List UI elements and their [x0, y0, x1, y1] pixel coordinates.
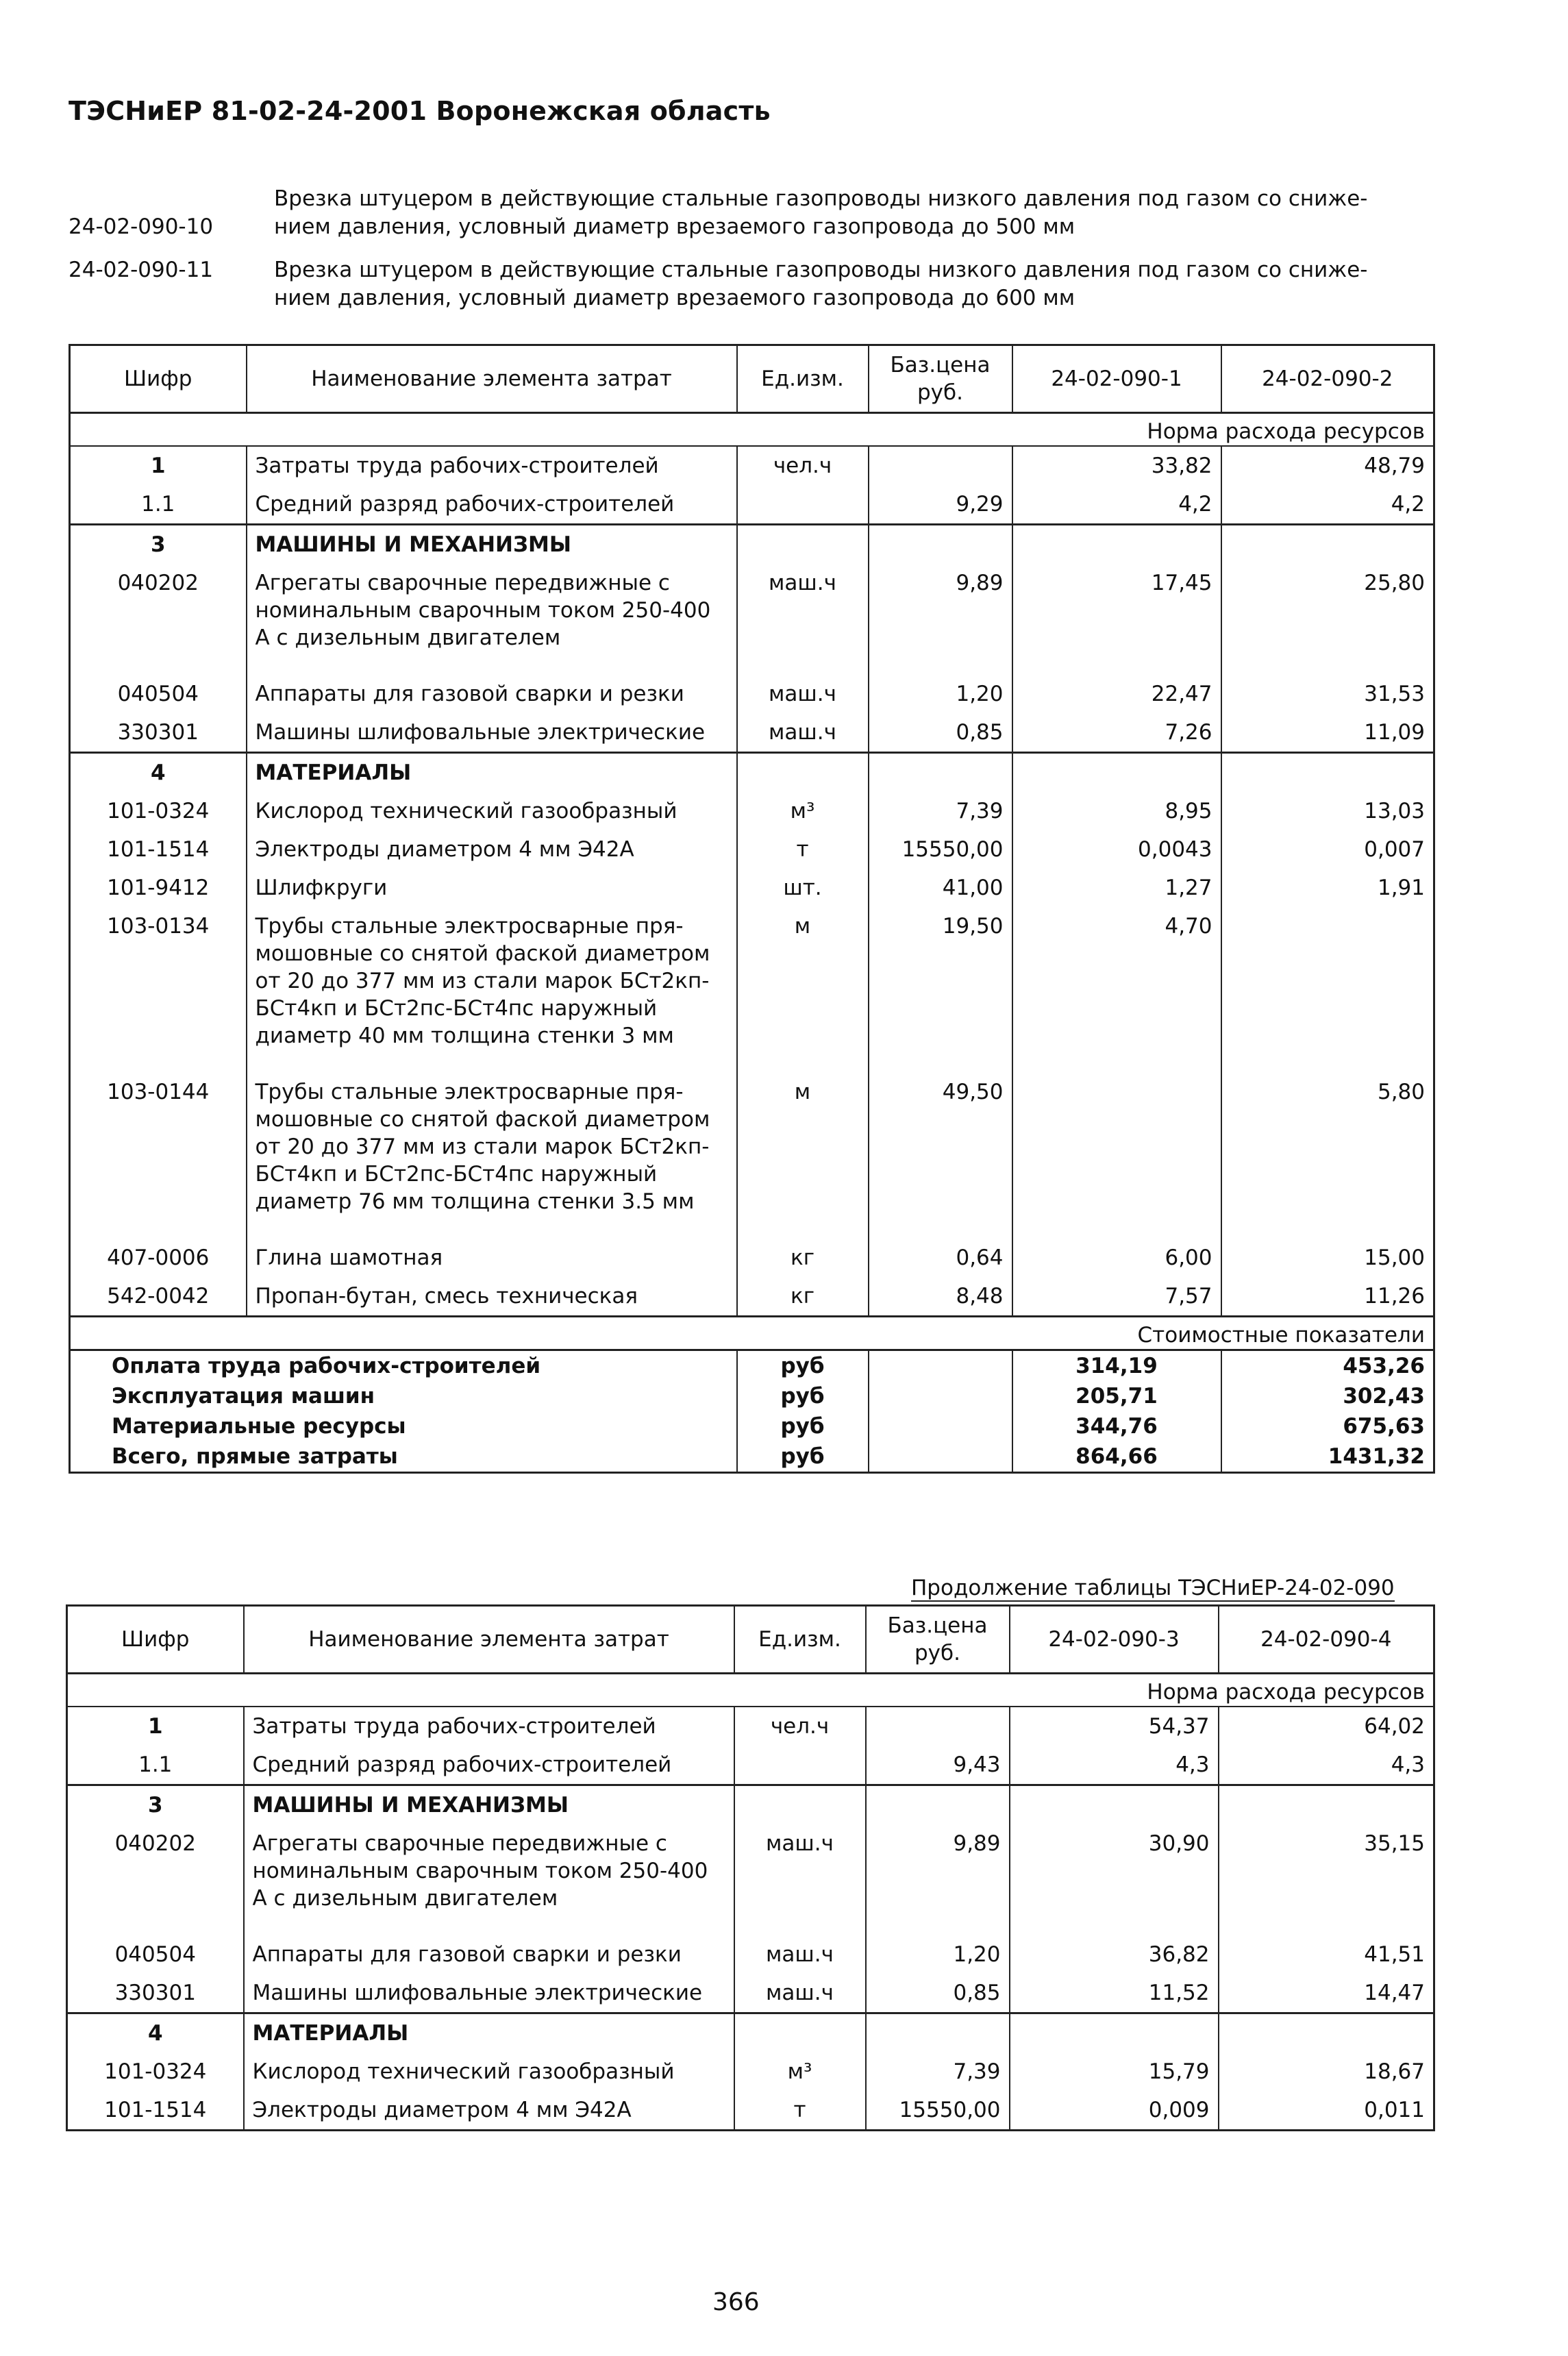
cell-name: Машины шлифовальные электрические [247, 713, 737, 753]
cell-code: 3 [70, 525, 247, 565]
code-description-line2: нием давления, условный диаметр врезаемого газопровода до 600 мм [274, 286, 1075, 310]
cell-code: 101-0324 [67, 2053, 244, 2091]
total-row [70, 1381, 1434, 1411]
cell-unit [734, 1746, 866, 1785]
header-col2: 24-02-090-2 [1221, 345, 1434, 413]
cell-code: 040202 [67, 1824, 244, 1935]
cell-code: 1.1 [70, 485, 247, 525]
cell-name: Трубы стальные электросварные пря-мошовные со снятой фаской диаметром от 20 до 377 мм из стали марок БСт2кп-БСт4кп и БСт2пс-БСт4пс наружный диаметр 40 мм толщина стенки 3 мм [247, 907, 737, 1073]
cell-price: 15550,00 [866, 2091, 1010, 2131]
total-label: Оплата труда рабочих-строителей [70, 1350, 737, 1382]
resource-table-2 [66, 1604, 1435, 2131]
cell-code: 101-9412 [70, 869, 247, 907]
cell-name: Машины шлифовальные электрические [244, 1974, 734, 2013]
table-row [70, 753, 1434, 793]
header-name: Наименование элемента затрат [247, 345, 737, 413]
cell-value-1 [1012, 1073, 1221, 1239]
total-price-empty [869, 1350, 1012, 1382]
header-unit: Ед.изм. [734, 1606, 866, 1674]
cell-price: 41,00 [869, 869, 1012, 907]
header-code: Шифр [67, 1606, 244, 1674]
total-unit: руб [737, 1441, 869, 1473]
cell-name: Агрегаты сварочные передвижные с номинальным сварочным током 250-400 А с дизельным двигателем [247, 564, 737, 675]
cell-code: 040504 [70, 675, 247, 713]
table-row [67, 2013, 1434, 2053]
table-row [67, 1974, 1434, 2013]
header-col2: 24-02-090-4 [1219, 1606, 1434, 1674]
page-title: ТЭСНиЕР 81-02-24-2001 Воронежская область [69, 96, 771, 126]
table-row [70, 869, 1434, 907]
cell-unit: м [737, 907, 869, 1073]
cell-unit: маш.ч [737, 564, 869, 675]
table-row [67, 1824, 1434, 1935]
cell-price: 8,48 [869, 1277, 1012, 1317]
cell-value-1: 36,82 [1010, 1935, 1219, 1974]
header-col1: 24-02-090-1 [1012, 345, 1221, 413]
cell-value-2: 4,2 [1221, 485, 1434, 525]
cell-price: 9,89 [866, 1824, 1010, 1935]
cost-row [70, 1317, 1434, 1350]
cell-unit: м³ [734, 2053, 866, 2091]
cell-value-1: 30,90 [1010, 1824, 1219, 1935]
total-unit: руб [737, 1381, 869, 1411]
cell-value-1: 4,2 [1012, 485, 1221, 525]
cell-price [869, 525, 1012, 565]
cell-code: 1 [70, 446, 247, 485]
cell-price [866, 1785, 1010, 1825]
cell-value-2: 14,47 [1219, 1974, 1434, 2013]
table-row [70, 564, 1434, 675]
cell-value-2: 25,80 [1221, 564, 1434, 675]
cell-unit [737, 485, 869, 525]
cell-value-1: 0,0043 [1012, 830, 1221, 869]
cell-code: 103-0144 [70, 1073, 247, 1239]
table-row [70, 675, 1434, 713]
cell-unit: маш.ч [734, 1824, 866, 1935]
norm-row [67, 1674, 1434, 1707]
cell-unit: шт. [737, 869, 869, 907]
code-number: 24-02-090-11 [69, 258, 214, 282]
cell-unit: м [737, 1073, 869, 1239]
cell-value-2: 15,00 [1221, 1239, 1434, 1277]
cell-value-2 [1219, 1785, 1434, 1825]
total-row [70, 1350, 1434, 1382]
cell-price [866, 1707, 1010, 1746]
cell-price: 49,50 [869, 1073, 1012, 1239]
table-header-row [70, 345, 1434, 413]
cell-name: Электроды диаметром 4 мм Э42А [244, 2091, 734, 2131]
total-unit: руб [737, 1411, 869, 1441]
cell-code: 1.1 [67, 1746, 244, 1785]
cell-value-2: 31,53 [1221, 675, 1434, 713]
cell-name: Средний разряд рабочих-строителей [247, 485, 737, 525]
cell-price: 7,39 [869, 792, 1012, 830]
cell-price: 9,29 [869, 485, 1012, 525]
cell-code: 407-0006 [70, 1239, 247, 1277]
cell-price [869, 446, 1012, 485]
total-label: Эксплуатация машин [70, 1381, 737, 1411]
cell-unit [737, 525, 869, 565]
table-row [70, 830, 1434, 869]
cell-name: МАТЕРИАЛЫ [247, 753, 737, 793]
cell-value-1: 15,79 [1010, 2053, 1219, 2091]
code-number: 24-02-090-10 [69, 214, 214, 239]
header-price: Баз.цена руб. [869, 345, 1012, 413]
cell-price [866, 2013, 1010, 2053]
cell-unit: кг [737, 1239, 869, 1277]
cell-value-1: 4,3 [1010, 1746, 1219, 1785]
cell-value-1 [1010, 1785, 1219, 1825]
cell-value-2: 1,91 [1221, 869, 1434, 907]
cell-value-2: 41,51 [1219, 1935, 1434, 1974]
total-unit: руб [737, 1350, 869, 1382]
total-row [70, 1441, 1434, 1473]
norm-label: Норма расхода ресурсов [67, 1674, 1434, 1707]
cell-code: 103-0134 [70, 907, 247, 1073]
cell-name: Кислород технический газообразный [244, 2053, 734, 2091]
header-col1: 24-02-090-3 [1010, 1606, 1219, 1674]
cell-price: 19,50 [869, 907, 1012, 1073]
cell-value-1: 8,95 [1012, 792, 1221, 830]
cell-value-1: 17,45 [1012, 564, 1221, 675]
cell-value-2: 5,80 [1221, 1073, 1434, 1239]
cell-name: Затраты труда рабочих-строителей [244, 1707, 734, 1746]
table-row [67, 1707, 1434, 1746]
total-value-2: 1431,32 [1221, 1441, 1434, 1473]
table-row [67, 1746, 1434, 1785]
code-description-line1: Врезка штуцером в действующие стальные газопроводы низкого давления под газом со сниже- [274, 258, 1368, 282]
total-value-2: 453,26 [1221, 1350, 1434, 1382]
table-row [67, 1935, 1434, 1974]
cell-code: 040202 [70, 564, 247, 675]
cell-price: 0,64 [869, 1239, 1012, 1277]
cell-value-1: 54,37 [1010, 1707, 1219, 1746]
total-price-empty [869, 1441, 1012, 1473]
table-row [70, 1277, 1434, 1317]
page-number: 366 [712, 2288, 760, 2316]
cell-unit: чел.ч [737, 446, 869, 485]
cell-value-1 [1012, 753, 1221, 793]
cell-unit: маш.ч [737, 713, 869, 753]
cell-code: 4 [70, 753, 247, 793]
cell-unit: чел.ч [734, 1707, 866, 1746]
cell-unit: маш.ч [734, 1974, 866, 2013]
table-row [70, 485, 1434, 525]
cell-value-2: 0,007 [1221, 830, 1434, 869]
cell-price: 1,20 [866, 1935, 1010, 1974]
continuation-caption: Продолжение таблицы ТЭСНиЕР-24-02-090 [911, 1576, 1395, 1600]
cell-value-2: 0,011 [1219, 2091, 1434, 2131]
cell-name: МАТЕРИАЛЫ [244, 2013, 734, 2053]
cell-value-1: 22,47 [1012, 675, 1221, 713]
cell-code: 101-1514 [70, 830, 247, 869]
table-row [70, 792, 1434, 830]
cell-value-2: 48,79 [1221, 446, 1434, 485]
table-row [70, 1073, 1434, 1239]
cell-code: 330301 [67, 1974, 244, 2013]
cell-unit: маш.ч [737, 675, 869, 713]
cell-code: 3 [67, 1785, 244, 1825]
total-label: Всего, прямые затраты [70, 1441, 737, 1473]
cell-unit [734, 2013, 866, 2053]
cell-name: МАШИНЫ И МЕХАНИЗМЫ [247, 525, 737, 565]
cell-name: Глина шамотная [247, 1239, 737, 1277]
cell-name: Агрегаты сварочные передвижные с номинальным сварочным током 250-400 А с дизельным двигателем [244, 1824, 734, 1935]
cell-value-2 [1221, 907, 1434, 1073]
cell-value-1 [1010, 2013, 1219, 2053]
cell-name: Затраты труда рабочих-строителей [247, 446, 737, 485]
cell-unit: кг [737, 1277, 869, 1317]
cell-price [869, 753, 1012, 793]
cell-value-1: 0,009 [1010, 2091, 1219, 2131]
table-row [70, 446, 1434, 485]
total-price-empty [869, 1411, 1012, 1441]
code-description-line1: Врезка штуцером в действующие стальные газопроводы низкого давления под газом со сниже- [274, 186, 1368, 211]
table-row [67, 2053, 1434, 2091]
norm-label: Норма расхода ресурсов [70, 413, 1434, 447]
cell-unit [734, 1785, 866, 1825]
total-value-2: 302,43 [1221, 1381, 1434, 1411]
cell-value-1: 1,27 [1012, 869, 1221, 907]
cell-price: 0,85 [866, 1974, 1010, 2013]
cell-price: 0,85 [869, 713, 1012, 753]
cell-value-2: 4,3 [1219, 1746, 1434, 1785]
cell-value-2: 64,02 [1219, 1707, 1434, 1746]
cell-price: 15550,00 [869, 830, 1012, 869]
cell-name: МАШИНЫ И МЕХАНИЗМЫ [244, 1785, 734, 1825]
cell-name: Электроды диаметром 4 мм Э42А [247, 830, 737, 869]
total-value-1: 344,76 [1012, 1411, 1221, 1441]
cell-value-1: 33,82 [1012, 446, 1221, 485]
cell-unit: т [737, 830, 869, 869]
header-unit: Ед.изм. [737, 345, 869, 413]
table-row [67, 2091, 1434, 2131]
cell-value-2: 11,09 [1221, 713, 1434, 753]
cell-name: Аппараты для газовой сварки и резки [247, 675, 737, 713]
cell-value-1: 7,57 [1012, 1277, 1221, 1317]
table-row [70, 713, 1434, 753]
cell-name: Кислород технический газообразный [247, 792, 737, 830]
cell-unit: т [734, 2091, 866, 2131]
cell-name: Аппараты для газовой сварки и резки [244, 1935, 734, 1974]
cell-price: 9,89 [869, 564, 1012, 675]
table-row [70, 1239, 1434, 1277]
cell-code: 4 [67, 2013, 244, 2053]
table-header-row [67, 1606, 1434, 1674]
norm-row [70, 413, 1434, 447]
total-value-2: 675,63 [1221, 1411, 1434, 1441]
cell-value-2: 18,67 [1219, 2053, 1434, 2091]
cell-code: 542-0042 [70, 1277, 247, 1317]
header-code: Шифр [70, 345, 247, 413]
table-row [67, 1785, 1434, 1825]
table-row [70, 907, 1434, 1073]
cell-name: Пропан-бутан, смесь техническая [247, 1277, 737, 1317]
cell-unit: м³ [737, 792, 869, 830]
cell-name: Средний разряд рабочих-строителей [244, 1746, 734, 1785]
cell-name: Трубы стальные электросварные пря-мошовные со снятой фаской диаметром от 20 до 377 мм из стали марок БСт2кп-БСт4кп и БСт2пс-БСт4пс наружный диаметр 76 мм толщина стенки 3.5 мм [247, 1073, 737, 1239]
cell-price: 9,43 [866, 1746, 1010, 1785]
cell-value-1: 6,00 [1012, 1239, 1221, 1277]
cell-code: 101-0324 [70, 792, 247, 830]
total-label: Материальные ресурсы [70, 1411, 737, 1441]
cell-name: Шлифкруги [247, 869, 737, 907]
cell-value-2 [1219, 2013, 1434, 2053]
table-row [70, 525, 1434, 565]
total-price-empty [869, 1381, 1012, 1411]
header-price: Баз.цена руб. [866, 1606, 1010, 1674]
cell-value-2: 11,26 [1221, 1277, 1434, 1317]
cost-label: Стоимостные показатели [70, 1317, 1434, 1350]
cell-code: 330301 [70, 713, 247, 753]
cell-unit [737, 753, 869, 793]
cell-price: 1,20 [869, 675, 1012, 713]
cell-value-1: 7,26 [1012, 713, 1221, 753]
total-value-1: 864,66 [1012, 1441, 1221, 1473]
cell-value-1 [1012, 525, 1221, 565]
total-value-1: 314,19 [1012, 1350, 1221, 1382]
cell-value-2: 35,15 [1219, 1824, 1434, 1935]
cell-code: 1 [67, 1707, 244, 1746]
cell-value-2 [1221, 525, 1434, 565]
cell-code: 040504 [67, 1935, 244, 1974]
total-row [70, 1411, 1434, 1441]
cell-code: 101-1514 [67, 2091, 244, 2131]
cell-value-2: 13,03 [1221, 792, 1434, 830]
resource-table-1 [69, 344, 1435, 1474]
cell-value-1: 4,70 [1012, 907, 1221, 1073]
header-name: Наименование элемента затрат [244, 1606, 734, 1674]
cell-unit: маш.ч [734, 1935, 866, 1974]
cell-value-1: 11,52 [1010, 1974, 1219, 2013]
cell-value-2 [1221, 753, 1434, 793]
cell-price: 7,39 [866, 2053, 1010, 2091]
code-description-line2: нием давления, условный диаметр врезаемого газопровода до 500 мм [274, 214, 1075, 239]
total-value-1: 205,71 [1012, 1381, 1221, 1411]
